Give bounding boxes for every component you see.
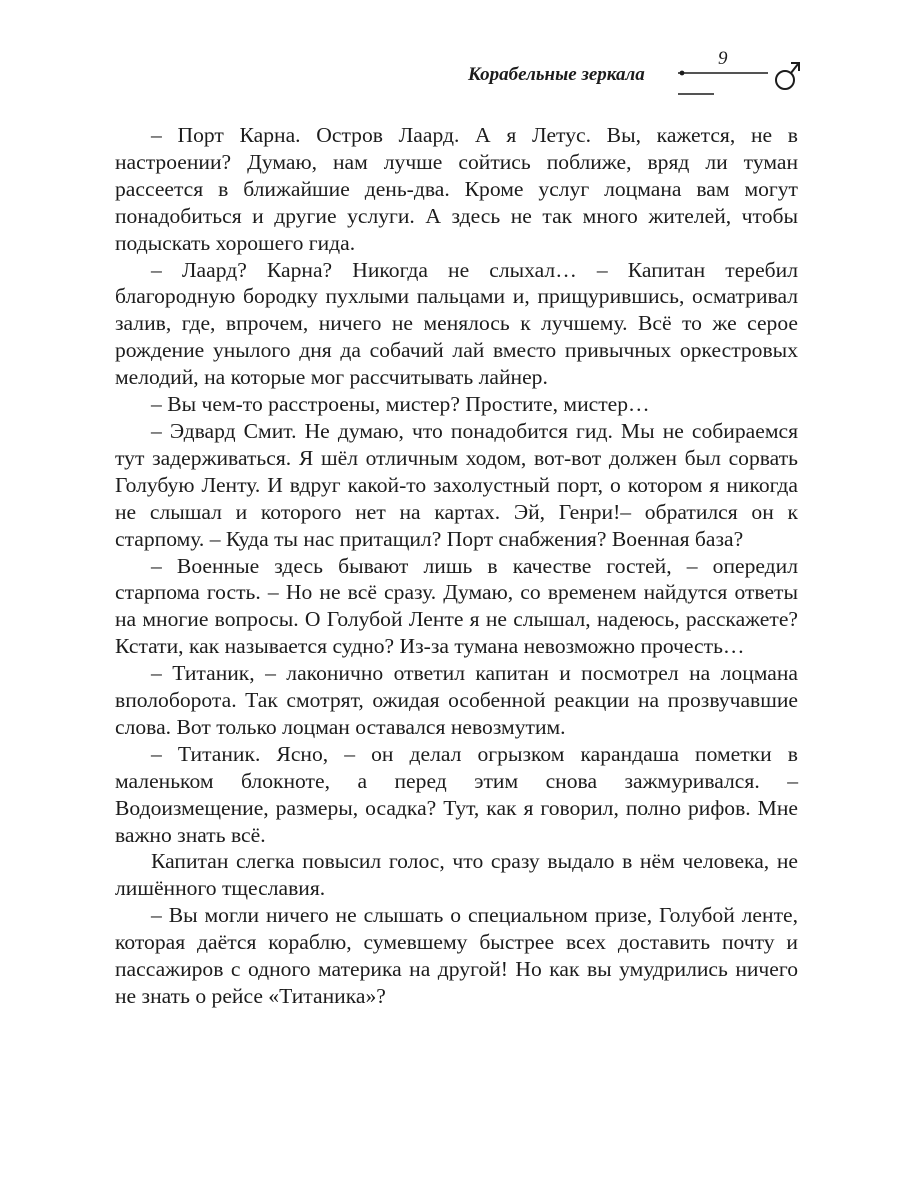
paragraph: – Военные здесь бывают лишь в качестве гостей, – опередил старпома гость. – Но не всё сразу. Думаю, со временем найдутся ответы на многие вопросы. О Голубой Ленте я не слышал, надеюсь, расскажете? Кстати, как называется судно? Из-за тумана невозможно прочесть… [115, 553, 798, 659]
header-rule-dot [680, 71, 685, 76]
paragraph: – Эдвард Смит. Не думаю, что понадобится гид. Мы не собираемся тут задерживаться. Я шёл отличным ходом, вот-вот должен был сорвать Голубую Ленту. И вдруг какой-то захолустный порт, о котором я никогда не слышал и которого нет на картах. Эй, Генри!– обратился он к старпому. – Куда ты нас притащил? Порт снабжения? Военная база? [115, 418, 798, 551]
running-title: Корабельные зеркала [468, 64, 645, 85]
paragraph: – Вы чем-то расстроены, мистер? Простите, мистер… [151, 392, 650, 417]
paragraph: – Титаник. Ясно, – он делал огрызком карандаша пометки в маленьком блокноте, а перед этим снова зажмуривался. – Водоизмещение, размеры, осадка? Тут, как я говорил, полно рифов. Мне важно знать всё. [115, 741, 798, 847]
page-text [115, 122, 798, 1010]
running-header [0, 0, 900, 110]
paragraph: – Вы могли ничего не слышать о специальном призе, Голубой ленте, которая даётся кораблю, сумевшему быстрее всех доставить почту и пассажиров с одного материка на другой! Но как вы умудрились ничего не знать о рейсе «Титаника»? [115, 903, 798, 1008]
paragraph: Капитан слегка повысил голос, что сразу выдало в нём человека, не лишённого тщеславия. [115, 849, 798, 901]
male-symbol-icon [678, 58, 808, 100]
paragraph: – Лаард? Карна? Никогда не слыхал… – Капитан теребил благородную бородку пухлыми пальцами и, прищурившись, осматривал залив, где, впрочем, ничего не менялось к лучшему. Всё то же серое рождение унылого дня да собачий лай вместо привычных оркестровых мелодий, на которые мог рассчитывать лайнер. [115, 257, 798, 390]
paragraph: – Титаник, – лаконично ответил капитан и посмотрел на лоцмана вполоборота. Так смотрят, ожидая особенной реакции на прозвучавшие слова. Вот только лоцман оставался невозмутим. [115, 661, 798, 739]
male-symbol-arrow-shaft [791, 64, 798, 73]
male-symbol-ring [776, 71, 794, 89]
page-number: 9 [718, 48, 728, 69]
paragraph: – Порт Карна. Остров Лаард. А я Летус. Вы, кажется, не в настроении? Думаю, нам лучше сойтись поближе, вряд ли туман рассеется в ближайшие день-два. Кроме услуг лоцмана вам могут понадобиться и другие услуги. А здесь не так много жителей, чтобы подыскать хорошего гида. [115, 123, 798, 255]
